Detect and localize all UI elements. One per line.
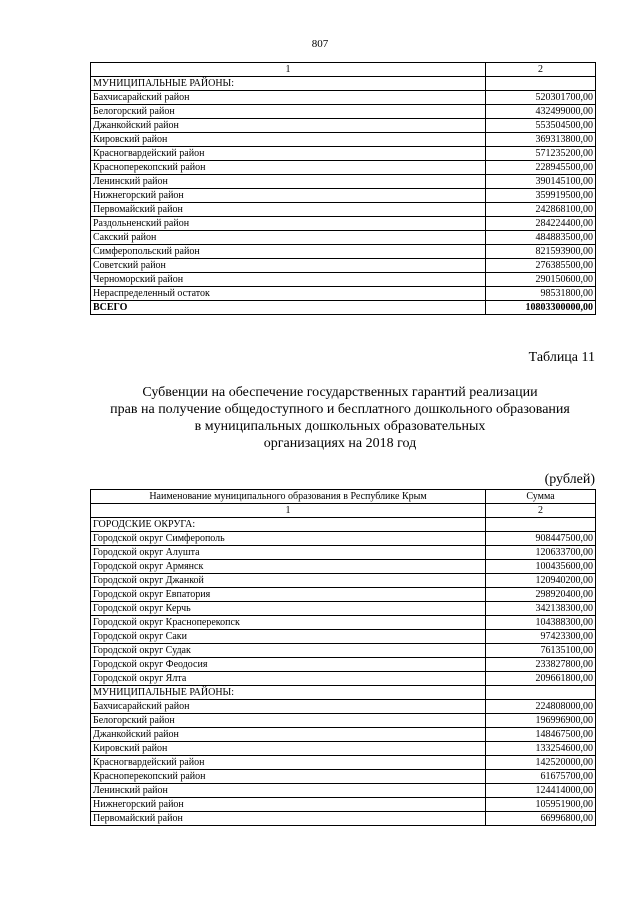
row-value: [486, 686, 596, 700]
table-row: [91, 700, 596, 714]
row-name: ГОРОДСКИЕ ОКРУГА:: [91, 518, 486, 532]
table-title: [60, 384, 620, 452]
table-row: [91, 203, 596, 217]
row-name: Раздольненский район: [91, 217, 486, 231]
row-value: 76135100,00: [486, 644, 596, 658]
table-row: [91, 259, 596, 273]
row-value: 298920400,00: [486, 588, 596, 602]
table-row: [91, 784, 596, 798]
table-row: [91, 532, 596, 546]
row-value: 553504500,00: [486, 119, 596, 133]
table-row: [91, 119, 596, 133]
column-number-1: 1: [91, 504, 486, 518]
title-line: организациях на 2018 год: [263, 436, 417, 451]
table-row: [91, 518, 596, 532]
row-value: 209661800,00: [486, 672, 596, 686]
section-row: [91, 77, 596, 91]
row-name: Ленинский район: [91, 784, 486, 798]
row-value: 228945500,00: [486, 161, 596, 175]
table-row: [91, 602, 596, 616]
title-line: в муниципальных дошкольных образовательных: [194, 419, 486, 434]
row-name: Красноперекопский район: [91, 161, 486, 175]
row-name: Городской округ Евпатория: [91, 588, 486, 602]
table-row: [91, 798, 596, 812]
row-name: Белогорский район: [91, 714, 486, 728]
table-row: [91, 658, 596, 672]
table-row: [91, 217, 596, 231]
unit-label: (рублей): [544, 472, 595, 487]
row-value: 233827800,00: [486, 658, 596, 672]
row-name: Джанкойский район: [91, 728, 486, 742]
row-name: Сакский район: [91, 231, 486, 245]
row-name: Нижнегорский район: [91, 189, 486, 203]
row-name: Городской округ Алушта: [91, 546, 486, 560]
row-name: Городской округ Феодосия: [91, 658, 486, 672]
row-name: Джанкойский район: [91, 119, 486, 133]
table-row: [91, 287, 596, 301]
table-row: [91, 231, 596, 245]
row-value: 908447500,00: [486, 532, 596, 546]
row-name: Красноперекопский район: [91, 770, 486, 784]
row-name: Городской округ Ялта: [91, 672, 486, 686]
subsidy-table-body: [91, 490, 596, 826]
row-value: 61675700,00: [486, 770, 596, 784]
table-row: [91, 714, 596, 728]
table-row: [91, 147, 596, 161]
row-value: 290150600,00: [486, 273, 596, 287]
row-value: 369313800,00: [486, 133, 596, 147]
row-value: 359919500,00: [486, 189, 596, 203]
row-name: Городской округ Красноперекопск: [91, 616, 486, 630]
row-value: 571235200,00: [486, 147, 596, 161]
table-row: [91, 756, 596, 770]
row-value: 120633700,00: [486, 546, 596, 560]
table-row: [91, 644, 596, 658]
header-row: [91, 490, 596, 504]
row-value: 432499000,00: [486, 105, 596, 119]
row-value: 224808000,00: [486, 700, 596, 714]
header-sum: Сумма: [486, 490, 596, 504]
row-name: Красногвардейский район: [91, 147, 486, 161]
column-number-row: [91, 63, 596, 77]
table-row: [91, 133, 596, 147]
table-row: [91, 161, 596, 175]
row-value: 284224400,00: [486, 217, 596, 231]
row-value: 342138300,00: [486, 602, 596, 616]
table-row: [91, 245, 596, 259]
table-row: [91, 574, 596, 588]
row-name: МУНИЦИПАЛЬНЫЕ РАЙОНЫ:: [91, 686, 486, 700]
row-name: Городской округ Армянск: [91, 560, 486, 574]
table-row: [91, 770, 596, 784]
table-row: [91, 273, 596, 287]
table-row: [91, 175, 596, 189]
subsidy-table: [90, 489, 596, 826]
row-value: 484883500,00: [486, 231, 596, 245]
table-row: [91, 630, 596, 644]
row-value: 10803300000,00: [486, 301, 596, 315]
row-value: 196996900,00: [486, 714, 596, 728]
row-name: Городской округ Судак: [91, 644, 486, 658]
row-name: Городской округ Керчь: [91, 602, 486, 616]
row-name: Белогорский район: [91, 105, 486, 119]
row-value: 390145100,00: [486, 175, 596, 189]
row-value: 276385500,00: [486, 259, 596, 273]
section-label: МУНИЦИПАЛЬНЫЕ РАЙОНЫ:: [91, 77, 486, 91]
row-value: 242868100,00: [486, 203, 596, 217]
table-row: [91, 560, 596, 574]
row-name: Городской округ Саки: [91, 630, 486, 644]
top-table: [90, 62, 596, 315]
row-name: Ленинский район: [91, 175, 486, 189]
row-value: 520301700,00: [486, 91, 596, 105]
row-name: Черноморский район: [91, 273, 486, 287]
row-name: ВСЕГО: [91, 301, 486, 315]
table-row: [91, 91, 596, 105]
title-line: Субвенции на обеспечение государственных гарантий реализации: [142, 385, 538, 400]
page-number: 807: [311, 38, 329, 50]
row-name: Городской округ Симферополь: [91, 532, 486, 546]
table-row: [91, 742, 596, 756]
row-value: 105951900,00: [486, 798, 596, 812]
row-name: Кировский район: [91, 742, 486, 756]
row-name: Нижнегорский район: [91, 798, 486, 812]
table-row: [91, 189, 596, 203]
column-number-2: 2: [486, 504, 596, 518]
row-value: 148467500,00: [486, 728, 596, 742]
empty-cell: [486, 77, 596, 91]
row-value: 66996800,00: [486, 812, 596, 826]
row-value: 142520000,00: [486, 756, 596, 770]
header-name: Наименование муниципального образования в Республике Крым: [91, 490, 486, 504]
row-value: 133254600,00: [486, 742, 596, 756]
row-name: Бахчисарайский район: [91, 700, 486, 714]
table-row: [91, 812, 596, 826]
table-row: [91, 546, 596, 560]
column-number-1: 1: [91, 63, 486, 77]
row-name: Кировский район: [91, 133, 486, 147]
table-label: Таблица 11: [528, 350, 595, 365]
row-value: 104388300,00: [486, 616, 596, 630]
table-row: [91, 672, 596, 686]
row-name: Симферопольский район: [91, 245, 486, 259]
table-row: [91, 616, 596, 630]
table-row: [91, 105, 596, 119]
row-value: 120940200,00: [486, 574, 596, 588]
column-number-row: [91, 504, 596, 518]
table-row: [91, 588, 596, 602]
row-name: Первомайский район: [91, 203, 486, 217]
row-value: 124414000,00: [486, 784, 596, 798]
row-name: Бахчисарайский район: [91, 91, 486, 105]
table-row: [91, 686, 596, 700]
row-value: 821593900,00: [486, 245, 596, 259]
column-number-2: 2: [486, 63, 596, 77]
top-table-body: [91, 63, 596, 315]
table-row: [91, 301, 596, 315]
row-name: Первомайский район: [91, 812, 486, 826]
row-name: Городской округ Джанкой: [91, 574, 486, 588]
row-name: Нераспределенный остаток: [91, 287, 486, 301]
table-row: [91, 728, 596, 742]
row-name: Красногвардейский район: [91, 756, 486, 770]
row-value: [486, 518, 596, 532]
row-value: 97423300,00: [486, 630, 596, 644]
row-value: 98531800,00: [486, 287, 596, 301]
title-line: прав на получение общедоступного и бесплатного дошкольного образования: [110, 402, 570, 417]
row-name: Советский район: [91, 259, 486, 273]
row-value: 100435600,00: [486, 560, 596, 574]
